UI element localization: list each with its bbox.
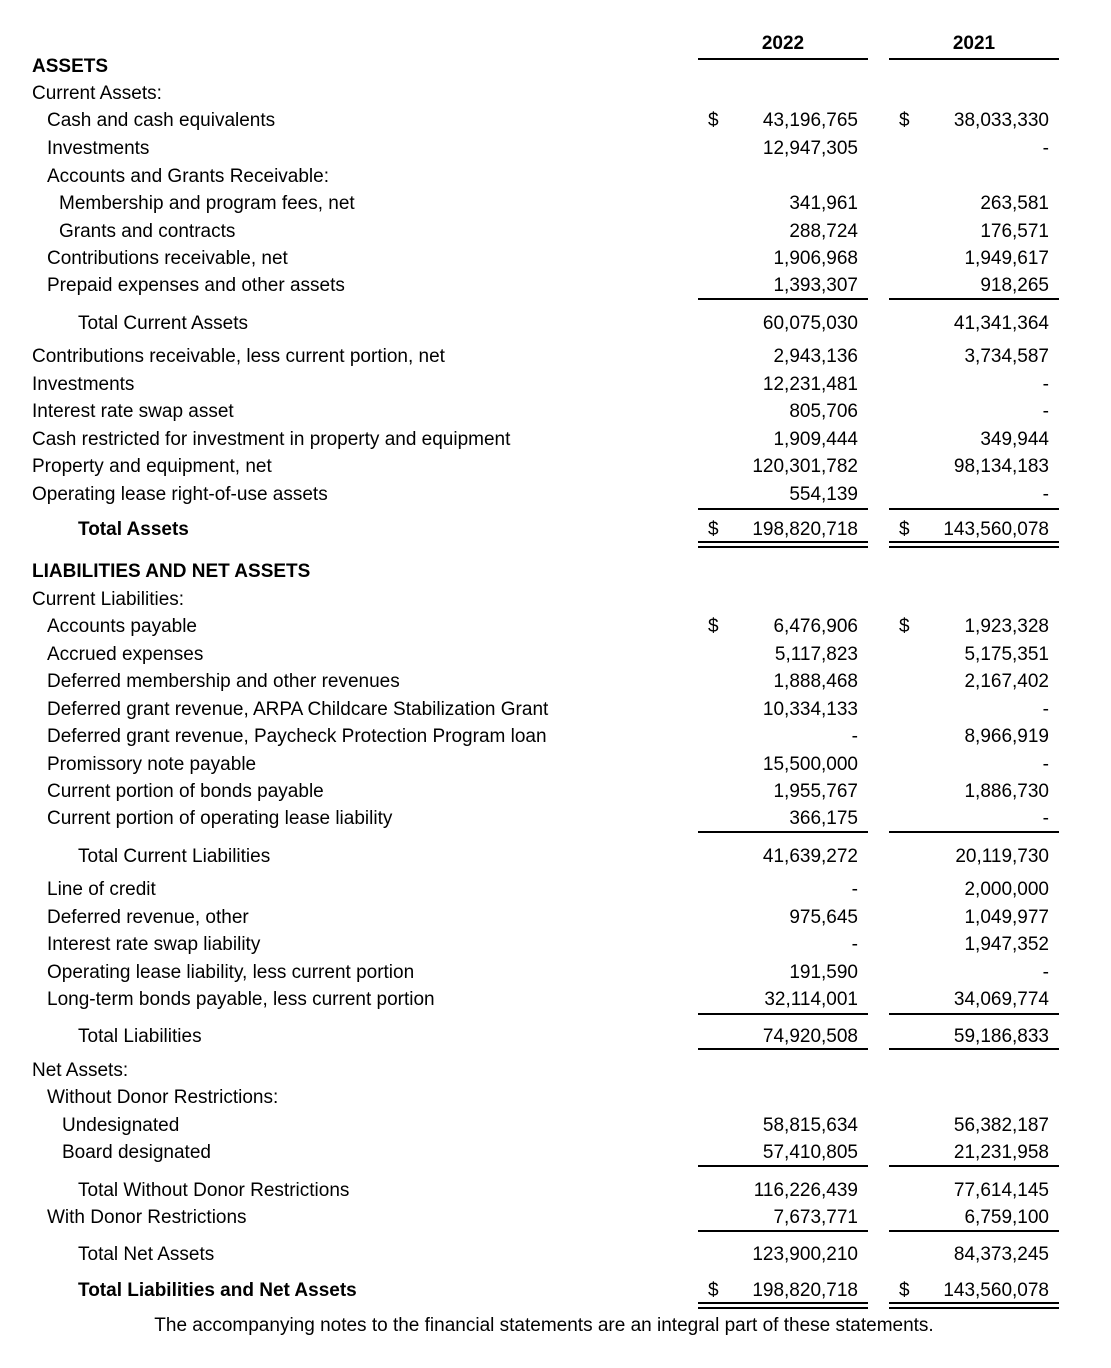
row-label: Deferred grant revenue, Paycheck Protection Program loan — [47, 726, 547, 747]
row-grants-contracts — [0, 218, 1111, 246]
amount-2022: 7,673,771 — [773, 1207, 858, 1228]
amount-2022: 805,706 — [789, 401, 858, 422]
row-cash-restricted — [0, 426, 1111, 454]
row-label: Line of credit — [47, 879, 156, 900]
row-label: Interest rate swap liability — [47, 934, 261, 955]
row-deferred-membership — [0, 668, 1111, 696]
subtotal-rule — [698, 508, 868, 510]
subtotal-rule — [698, 1230, 868, 1232]
column-header-2021: 2021 — [889, 32, 1059, 60]
row-label: Operating lease liability, less current portion — [47, 962, 415, 983]
row-label: Prepaid expenses and other assets — [47, 275, 345, 296]
amount-2021: 143,560,078 — [943, 519, 1049, 540]
currency-symbol: $ — [708, 519, 719, 540]
row-property-equipment — [0, 453, 1111, 481]
amount-2022: 1,393,307 — [773, 275, 858, 296]
double-underline — [889, 1302, 1059, 1309]
amount-2021: 918,265 — [980, 275, 1049, 296]
row-label: Undesignated — [62, 1115, 180, 1136]
row-label: Current portion of bonds payable — [47, 781, 324, 802]
subheading-current-assets — [0, 80, 1111, 108]
amount-2022: 32,114,001 — [764, 989, 858, 1010]
subheading-receivables — [0, 163, 1111, 191]
amount-2022: 58,815,634 — [762, 1115, 858, 1136]
currency-symbol: $ — [899, 616, 910, 637]
row-deferred-arpa — [0, 696, 1111, 724]
row-label: Interest rate swap asset — [32, 401, 234, 422]
row-label: Operating lease right-of-use assets — [32, 484, 328, 505]
currency-symbol: $ — [899, 110, 910, 131]
amount-2021: 8,966,919 — [964, 726, 1049, 747]
amount-2022: 554,139 — [789, 484, 858, 505]
amount-2021: 1,949,617 — [964, 248, 1049, 269]
row-total-liab-net-assets — [0, 1277, 1111, 1305]
subtotal-rule — [698, 1013, 868, 1015]
amount-2022: 975,645 — [789, 907, 858, 928]
amount-2022: - — [851, 934, 858, 955]
row-contrib-noncurrent — [0, 343, 1111, 371]
subtotal-rule — [889, 831, 1059, 833]
amount-2022: 116,226,439 — [753, 1180, 858, 1201]
amount-2022: 10,334,133 — [762, 699, 858, 720]
amount-2021: 5,175,351 — [964, 644, 1049, 665]
amount-2021: 2,167,402 — [964, 671, 1049, 692]
row-lease-liability-noncurrent — [0, 959, 1111, 987]
row-label: Accrued expenses — [47, 644, 204, 665]
row-label: Total Current Assets — [78, 313, 249, 334]
subtotal-rule — [698, 1165, 868, 1167]
amount-2022: 1,909,444 — [773, 429, 858, 450]
currency-symbol: $ — [708, 110, 719, 131]
amount-2021: 98,134,183 — [953, 456, 1049, 477]
amount-2022: 120,301,782 — [752, 456, 858, 477]
amount-2021: 1,886,730 — [964, 781, 1049, 802]
row-undesignated — [0, 1112, 1111, 1140]
subtotal-rule — [889, 1165, 1059, 1167]
row-label: Cash restricted for investment in property and equipment — [32, 429, 511, 450]
amount-2022: 366,175 — [789, 808, 858, 829]
amount-2022: 41,639,272 — [762, 846, 858, 867]
row-deferred-ppp — [0, 723, 1111, 751]
row-label: Current portion of operating lease liability — [47, 808, 393, 829]
row-deferred-revenue-other — [0, 904, 1111, 932]
row-total-current-assets — [0, 310, 1111, 338]
amount-2021: 38,033,330 — [953, 110, 1049, 131]
row-label: Accounts and Grants Receivable: — [47, 166, 329, 187]
row-label: Net Assets: — [32, 1060, 129, 1081]
amount-2021: 34,069,774 — [953, 989, 1049, 1010]
row-label: Promissory note payable — [47, 754, 257, 775]
amount-2021: - — [1042, 754, 1049, 775]
row-board-designated — [0, 1139, 1111, 1167]
row-label: Total Net Assets — [78, 1244, 215, 1265]
amount-2021: 143,560,078 — [943, 1280, 1049, 1301]
amount-2021: 263,581 — [980, 193, 1049, 214]
row-label: Property and equipment, net — [32, 456, 272, 477]
row-label: Total Current Liabilities — [78, 846, 271, 867]
amount-2021: 41,341,364 — [953, 313, 1049, 334]
amount-2021: 349,944 — [980, 429, 1049, 450]
amount-2022: 2,943,136 — [773, 346, 858, 367]
amount-2021: 6,759,100 — [964, 1207, 1049, 1228]
row-label: Deferred membership and other revenues — [47, 671, 400, 692]
amount-2022: 15,500,000 — [762, 754, 858, 775]
row-current-bonds — [0, 778, 1111, 806]
amount-2022: 198,820,718 — [752, 519, 858, 540]
row-label: Board designated — [62, 1142, 211, 1163]
subheading-current-liabilities — [0, 586, 1111, 614]
amount-2022: 1,888,468 — [773, 671, 858, 692]
row-rou-assets — [0, 481, 1111, 509]
row-prepaid — [0, 272, 1111, 300]
amount-2021: - — [1042, 401, 1049, 422]
row-label: Contributions receivable, less current portion, net — [32, 346, 445, 367]
row-label: Current Assets: — [32, 83, 162, 104]
row-label: ASSETS — [32, 56, 109, 77]
row-label: Total Without Donor Restrictions — [78, 1180, 350, 1201]
footnote: The accompanying notes to the financial statements are an integral part of these statements. — [154, 1315, 934, 1336]
amount-2022: 123,900,210 — [752, 1244, 858, 1265]
row-current-lease — [0, 805, 1111, 833]
double-underline — [889, 541, 1059, 548]
row-label: LIABILITIES AND NET ASSETS — [32, 561, 311, 582]
amount-2021: 77,614,145 — [953, 1180, 1049, 1201]
row-label: Long-term bonds payable, less current portion — [47, 989, 435, 1010]
row-label: Deferred grant revenue, ARPA Childcare Stabilization Grant — [47, 699, 549, 720]
currency-symbol: $ — [708, 1280, 719, 1301]
currency-symbol: $ — [708, 616, 719, 637]
row-label: Total Liabilities and Net Assets — [78, 1280, 357, 1301]
row-investments-current — [0, 135, 1111, 163]
amount-2021: 56,382,187 — [953, 1115, 1049, 1136]
amount-2022: 1,955,767 — [773, 781, 858, 802]
row-label: With Donor Restrictions — [47, 1207, 247, 1228]
amount-2021: - — [1042, 808, 1049, 829]
subtotal-rule — [889, 1013, 1059, 1015]
amount-2022: 57,410,805 — [762, 1142, 858, 1163]
amount-2022: 1,906,968 — [773, 248, 858, 269]
row-line-of-credit — [0, 876, 1111, 904]
row-accrued-expenses — [0, 641, 1111, 669]
amount-2022: 43,196,765 — [762, 110, 858, 131]
row-label: Investments — [32, 374, 135, 395]
row-cash — [0, 107, 1111, 135]
amount-2021: - — [1042, 138, 1049, 159]
amount-2022: 74,920,508 — [762, 1026, 858, 1047]
row-label: Cash and cash equivalents — [47, 110, 276, 131]
amount-2022: - — [851, 726, 858, 747]
row-label: Investments — [47, 138, 150, 159]
amount-2021: 1,947,352 — [964, 934, 1049, 955]
section-heading-assets — [0, 53, 1111, 81]
currency-symbol: $ — [899, 519, 910, 540]
row-total-without-donor — [0, 1177, 1111, 1205]
amount-2022: 5,117,823 — [774, 644, 858, 665]
row-promissory-note — [0, 751, 1111, 779]
row-contributions-receivable — [0, 245, 1111, 273]
row-total-current-liabilities — [0, 843, 1111, 871]
row-swap-liability — [0, 931, 1111, 959]
amount-2021: - — [1042, 484, 1049, 505]
row-label: Total Liabilities — [78, 1026, 202, 1047]
subtotal-rule — [889, 508, 1059, 510]
row-total-assets — [0, 516, 1111, 544]
row-investments-noncurrent — [0, 371, 1111, 399]
amount-2021: 21,231,958 — [953, 1142, 1049, 1163]
row-accounts-payable — [0, 613, 1111, 641]
row-label: Current Liabilities: — [32, 589, 185, 610]
amount-2022: 12,947,305 — [762, 138, 858, 159]
subheading-net-assets — [0, 1057, 1111, 1085]
row-label: Deferred revenue, other — [47, 907, 249, 928]
row-label: Membership and program fees, net — [59, 193, 355, 214]
amount-2021: 3,734,587 — [964, 346, 1049, 367]
row-label: Without Donor Restrictions: — [47, 1087, 279, 1108]
subtotal-rule — [698, 831, 868, 833]
amount-2021: 1,923,328 — [964, 616, 1049, 637]
amount-2021: - — [1042, 699, 1049, 720]
row-with-donor — [0, 1204, 1111, 1232]
double-underline — [698, 1302, 868, 1309]
amount-2021: - — [1042, 374, 1049, 395]
amount-2021: 176,571 — [980, 221, 1049, 242]
row-long-term-bonds — [0, 986, 1111, 1014]
section-heading-liabilities — [0, 558, 1111, 586]
amount-2022: 191,590 — [789, 962, 858, 983]
subtotal-rule — [698, 298, 868, 300]
amount-2022: 341,961 — [789, 193, 858, 214]
amount-2022: 288,724 — [789, 221, 858, 242]
subtotal-rule — [889, 1230, 1059, 1232]
row-label: Accounts payable — [47, 616, 197, 637]
amount-2022: - — [851, 879, 858, 900]
row-swap-asset — [0, 398, 1111, 426]
row-total-net-assets — [0, 1241, 1111, 1269]
amount-2021: 2,000,000 — [964, 879, 1049, 900]
amount-2021: 20,119,730 — [955, 846, 1049, 867]
row-label: Total Assets — [78, 519, 189, 540]
row-label: Contributions receivable, net — [47, 248, 288, 269]
amount-2022: 6,476,906 — [773, 616, 858, 637]
amount-2022: 60,075,030 — [762, 313, 858, 334]
amount-2022: 198,820,718 — [752, 1280, 858, 1301]
amount-2021: - — [1042, 962, 1049, 983]
amount-2021: 1,049,977 — [964, 907, 1049, 928]
subtotal-rule — [889, 1048, 1059, 1050]
amount-2022: 12,231,481 — [762, 374, 858, 395]
double-underline — [698, 541, 868, 548]
amount-2021: 59,186,833 — [953, 1026, 1049, 1047]
subheading-without-donor — [0, 1084, 1111, 1112]
amount-2021: 84,373,245 — [953, 1244, 1049, 1265]
column-header-2022: 2022 — [698, 32, 868, 60]
currency-symbol: $ — [899, 1280, 910, 1301]
row-membership-fees — [0, 190, 1111, 218]
row-total-liabilities — [0, 1023, 1111, 1051]
subtotal-rule — [698, 1048, 868, 1050]
subtotal-rule — [889, 298, 1059, 300]
row-label: Grants and contracts — [59, 221, 236, 242]
